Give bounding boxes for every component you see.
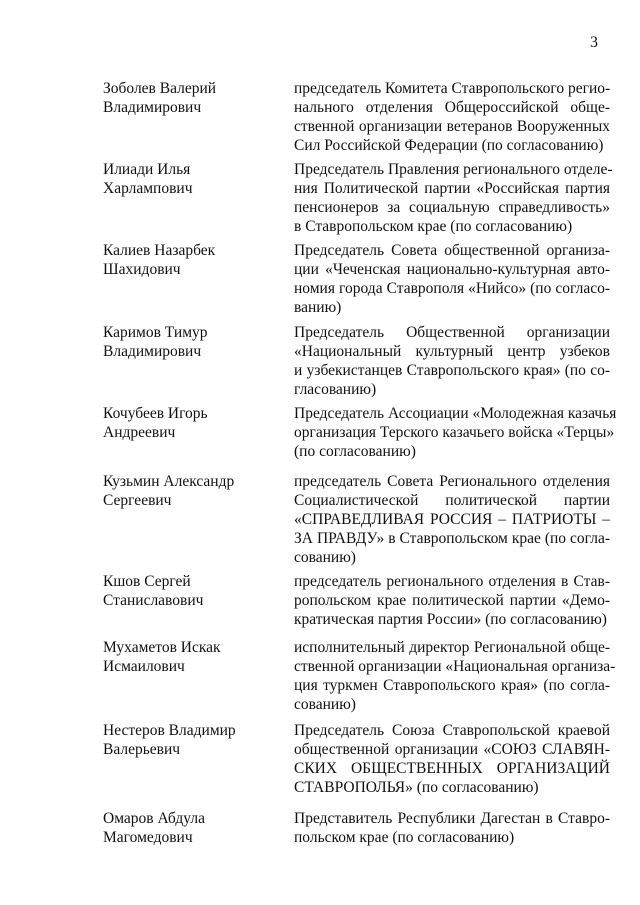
role-line: польском крае (по согласованию) <box>294 829 515 846</box>
member-name <box>103 572 278 610</box>
member-patronymic: Владимирович <box>103 343 202 360</box>
role-line: кратическая партия России» (по согласованию) <box>294 611 607 628</box>
role-line: Председатель Правления регионального отделе- <box>294 161 613 178</box>
member-surname-given: Калиев Назарбек <box>103 242 216 259</box>
role-line: Председатель Совета общественной организа- <box>294 242 610 259</box>
member-patronymic: Сергеевич <box>103 492 172 509</box>
member-surname-given: Кочубеев Игорь <box>103 405 208 422</box>
member-name <box>103 638 278 676</box>
member-role <box>294 241 610 317</box>
member-surname-given: Кузьмин Александр <box>103 473 235 490</box>
member-patronymic: Андреевич <box>103 424 176 441</box>
member-name <box>103 160 278 198</box>
role-line: (по согласованию) <box>294 443 416 460</box>
role-line: сованию) <box>294 696 356 713</box>
member-name <box>103 404 278 442</box>
role-line: ропольском крае политической партии «Демо- <box>294 592 610 609</box>
role-line: Председатель Общественной организации <box>294 324 610 341</box>
role-line: исполнительный директор Региональной обще- <box>294 639 610 656</box>
member-role <box>294 404 617 461</box>
page-number: 3 <box>590 34 598 51</box>
member-surname-given: Зоболев Валерий <box>103 80 217 97</box>
member-patronymic: Исмаилович <box>103 658 185 675</box>
member-surname-given: Нестеров Владимир <box>103 722 236 739</box>
member-patronymic: Владимирович <box>103 99 202 116</box>
role-line: и узбекистанцев Ставропольского края» (по со- <box>294 362 610 379</box>
role-line: ния Политической партии «Российская партия <box>294 180 610 197</box>
role-line: гласованию) <box>294 381 377 398</box>
member-surname-given: Кшов Сергей <box>103 573 191 590</box>
member-role <box>294 323 610 399</box>
member-patronymic: Валерьевич <box>103 741 181 758</box>
member-role <box>294 79 610 155</box>
member-role <box>294 160 613 236</box>
role-line: ЗА ПРАВДУ» в Ставропольском крае (по согла- <box>294 530 610 547</box>
role-line: СКИХ ОБЩЕСТВЕННЫХ ОРГАНИЗАЦИЙ <box>294 760 610 777</box>
role-line: Председатель Ассоциации «Молодежная казачья <box>294 405 617 422</box>
role-line: председатель регионального отделения в Став- <box>294 573 610 590</box>
role-line: организация Терского казачьего войска «Терцы» <box>294 424 615 441</box>
role-line: «СПРАВЕДЛИВАЯ РОССИЯ – ПАТРИОТЫ – <box>294 511 610 528</box>
member-name <box>103 241 278 279</box>
role-line: Представитель Республики Дагестан в Ставро- <box>294 810 610 827</box>
member-role <box>294 572 610 629</box>
member-surname-given: Илиади Илья <box>103 161 191 178</box>
member-name <box>103 323 278 361</box>
role-line: Председатель Союза Ставропольской краевой <box>294 722 610 739</box>
role-line: Сил Российской Федерации (по согласованию) <box>294 137 604 154</box>
member-role <box>294 638 616 714</box>
role-line: Социалистической политической партии <box>294 492 610 509</box>
role-line: председатель Комитета Ставропольского регио- <box>294 80 611 97</box>
role-line: в Ставропольском крае (по согласованию) <box>294 218 573 235</box>
role-line: нального отделения Общероссийской обще- <box>294 99 610 116</box>
member-name <box>103 472 278 510</box>
member-patronymic: Магомедович <box>103 829 193 846</box>
member-surname-given: Каримов Тимур <box>103 324 208 341</box>
role-line: «Национальный культурный центр узбеков <box>294 343 610 360</box>
member-patronymic: Харлампович <box>103 180 193 197</box>
role-line: ственной организации ветеранов Вооруженных <box>294 118 610 135</box>
member-patronymic: Станиславович <box>103 592 204 609</box>
role-line: ванию) <box>294 299 342 316</box>
role-line: СТАВРОПОЛЬЯ» (по согласованию) <box>294 779 539 796</box>
member-name <box>103 721 278 759</box>
role-line: сованию) <box>294 549 356 566</box>
member-role <box>294 721 610 797</box>
member-name <box>103 809 278 847</box>
member-role <box>294 809 610 847</box>
member-patronymic: Шахидович <box>103 261 181 278</box>
role-line: пенсионеров за социальную справедливость» <box>294 199 610 216</box>
role-line: ции «Чеченская национально-культурная авто- <box>294 261 610 278</box>
role-line: ция туркмен Ставропольского края» (по согла- <box>294 677 610 694</box>
role-line: общественной организации «СОЮЗ СЛАВЯН- <box>294 741 610 758</box>
member-surname-given: Мухаметов Искак <box>103 639 221 656</box>
member-name <box>103 79 278 117</box>
role-line: председатель Совета Регионального отделения <box>294 473 610 490</box>
role-line: ственной организации «Национальная организа- <box>294 658 616 675</box>
member-role <box>294 472 610 567</box>
member-surname-given: Омаров Абдула <box>103 810 205 827</box>
role-line: номия города Ставрополя «Нийсо» (по согласо- <box>294 280 610 297</box>
